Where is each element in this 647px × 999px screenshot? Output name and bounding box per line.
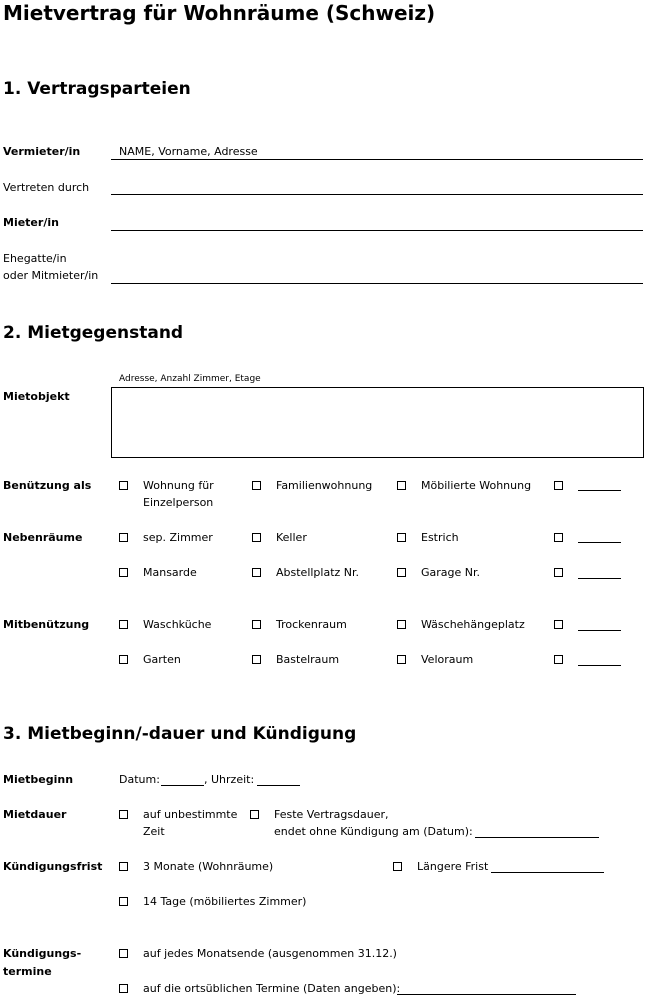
blank-benuetzung-other[interactable]	[578, 490, 621, 491]
mieter-label: Mieter/in	[3, 216, 59, 229]
section-heading-mietgegenstand: 2. Mietgegenstand	[3, 323, 184, 343]
blank-nebenraeume-other-2[interactable]	[578, 578, 621, 579]
checkbox-mitbenuetzung-other-1[interactable]	[554, 620, 563, 629]
section-heading-vertragsparteien: 1. Vertragsparteien	[3, 79, 191, 99]
checkbox-moeblierte-wohnung[interactable]	[397, 481, 406, 490]
option-waschkueche: Waschküche	[143, 618, 212, 631]
vermieter-field[interactable]	[111, 159, 643, 160]
blank-nebenraeume-other-1[interactable]	[578, 542, 621, 543]
option-3-monate: 3 Monate (Wohnräume)	[143, 860, 274, 873]
option-familienwohnung: Familienwohnung	[276, 479, 373, 492]
checkbox-wohnung-einzelperson[interactable]	[119, 481, 128, 490]
checkbox-ortsuebliche-termine[interactable]	[119, 984, 128, 993]
option-mansarde: Mansarde	[143, 566, 197, 579]
kuendigungstermine-label-line2: termine	[3, 965, 52, 978]
mietbeginn-datum-field[interactable]	[161, 785, 204, 786]
mieter-field[interactable]	[111, 230, 643, 231]
checkbox-waschkueche[interactable]	[119, 620, 128, 629]
blank-mitbenuetzung-other-1[interactable]	[578, 630, 621, 631]
ehegatte-label-line2: oder Mitmieter/in	[3, 269, 99, 282]
option-wohnung-line1: Wohnung für	[143, 479, 214, 492]
option-sep-zimmer: sep. Zimmer	[143, 531, 213, 544]
ortsuebliche-termine-field[interactable]	[397, 994, 576, 995]
mietobjekt-label: Mietobjekt	[3, 390, 70, 403]
checkbox-waeschehaengeplatz[interactable]	[397, 620, 406, 629]
option-abstellplatz: Abstellplatz Nr.	[276, 566, 360, 579]
checkbox-nebenraeume-other-1[interactable]	[554, 533, 563, 542]
option-veloraum: Veloraum	[421, 653, 474, 666]
mietbeginn-uhrzeit-field[interactable]	[257, 785, 300, 786]
option-trockenraum: Trockenraum	[276, 618, 347, 631]
option-bastelraum: Bastelraum	[276, 653, 340, 666]
option-moeblierte-wohnung: Möbilierte Wohnung	[421, 479, 532, 492]
laengere-frist-field[interactable]	[491, 872, 604, 873]
option-unbestimmt-line2: Zeit	[143, 825, 165, 838]
section-heading-mietbeginn: 3. Mietbeginn/-dauer und Kündigung	[3, 724, 357, 744]
checkbox-garten[interactable]	[119, 655, 128, 664]
kuendigungstermine-label-line1: Kündigungs-	[3, 947, 82, 960]
checkbox-mitbenuetzung-other-2[interactable]	[554, 655, 563, 664]
option-estrich: Estrich	[421, 531, 459, 544]
option-feste-line1: Feste Vertragsdauer,	[274, 808, 389, 821]
checkbox-3-monate[interactable]	[119, 862, 128, 871]
checkbox-monatsende[interactable]	[119, 949, 128, 958]
checkbox-keller[interactable]	[252, 533, 261, 542]
kuendigungsfrist-label: Kündigungsfrist	[3, 860, 103, 873]
vermieter-label: Vermieter/in	[3, 145, 81, 158]
feste-vertragsdauer-datum-field[interactable]	[475, 837, 599, 838]
nebenraeume-label: Nebenräume	[3, 531, 83, 544]
mietdauer-label: Mietdauer	[3, 808, 67, 821]
option-unbestimmt-line1: auf unbestimmte	[143, 808, 238, 821]
mietobjekt-textarea[interactable]	[111, 387, 644, 458]
benuetzung-label: Benützung als	[3, 479, 92, 492]
option-garage: Garage Nr.	[421, 566, 481, 579]
option-waeschehaengeplatz: Wäschehängeplatz	[421, 618, 525, 631]
mietobjekt-hint: Adresse, Anzahl Zimmer, Etage	[119, 374, 261, 384]
checkbox-benuetzung-other[interactable]	[554, 481, 563, 490]
page-title: Mietvertrag für Wohnräume (Schweiz)	[3, 1, 436, 25]
checkbox-trockenraum[interactable]	[252, 620, 261, 629]
option-laengere-frist: Längere Frist	[417, 860, 489, 873]
blank-mitbenuetzung-other-2[interactable]	[578, 665, 621, 666]
option-keller: Keller	[276, 531, 307, 544]
datum-label: Datum:	[119, 773, 160, 786]
checkbox-garage[interactable]	[397, 568, 406, 577]
mietbeginn-label: Mietbeginn	[3, 773, 74, 786]
vermieter-value[interactable]: NAME, Vorname, Adresse	[119, 145, 258, 158]
vertreten-field[interactable]	[111, 194, 643, 195]
checkbox-veloraum[interactable]	[397, 655, 406, 664]
uhrzeit-label: , Uhrzeit:	[204, 773, 255, 786]
checkbox-bastelraum[interactable]	[252, 655, 261, 664]
checkbox-estrich[interactable]	[397, 533, 406, 542]
checkbox-14-tage[interactable]	[119, 897, 128, 906]
option-14-tage: 14 Tage (möbiliertes Zimmer)	[143, 895, 307, 908]
vertreten-label: Vertreten durch	[3, 181, 90, 194]
checkbox-mansarde[interactable]	[119, 568, 128, 577]
option-garten: Garten	[143, 653, 181, 666]
checkbox-abstellplatz[interactable]	[252, 568, 261, 577]
checkbox-laengere-frist[interactable]	[393, 862, 402, 871]
ehegatte-field[interactable]	[111, 283, 643, 284]
checkbox-nebenraeume-other-2[interactable]	[554, 568, 563, 577]
option-monatsende: auf jedes Monatsende (ausgenommen 31.12.)	[143, 947, 397, 960]
option-feste-line2: endet ohne Kündigung am (Datum):	[274, 825, 473, 838]
checkbox-unbestimmte-zeit[interactable]	[119, 810, 128, 819]
checkbox-familienwohnung[interactable]	[252, 481, 261, 490]
checkbox-sep-zimmer[interactable]	[119, 533, 128, 542]
checkbox-feste-vertragsdauer[interactable]	[250, 810, 259, 819]
option-wohnung-line2: Einzelperson	[143, 496, 214, 509]
mitbenuetzung-label: Mitbenützung	[3, 618, 90, 631]
option-ortsuebliche-termine: auf die ortsüblichen Termine (Daten angeben):	[143, 982, 401, 995]
ehegatte-label-line1: Ehegatte/in	[3, 252, 67, 265]
